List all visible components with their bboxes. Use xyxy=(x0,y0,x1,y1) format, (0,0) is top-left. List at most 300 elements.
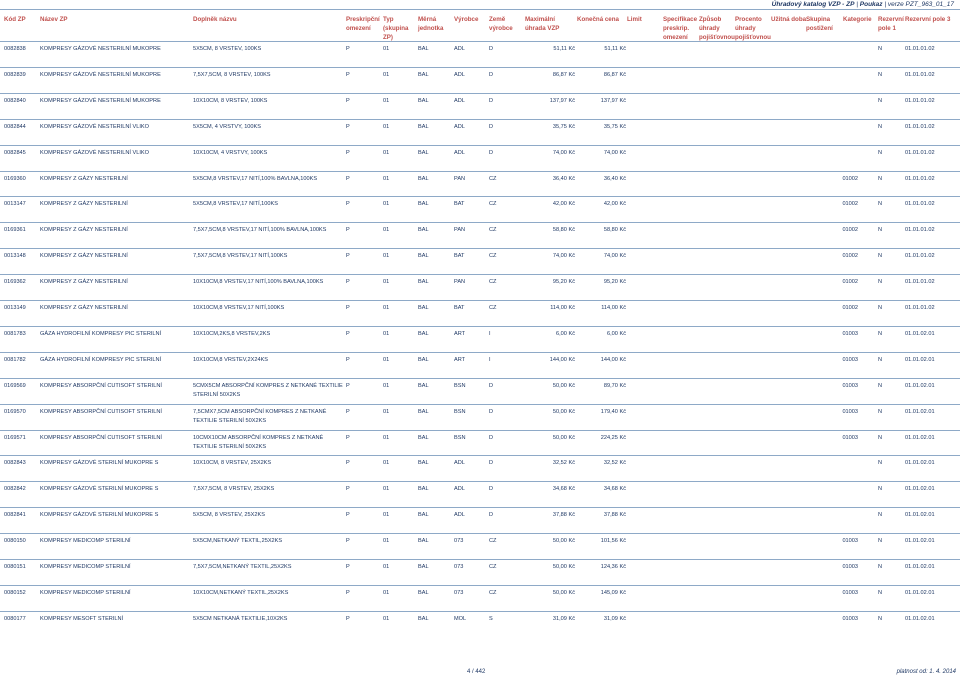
cell-rez3: 01.01.02.01 xyxy=(905,434,935,441)
cell-kod: 0169361 xyxy=(4,227,26,234)
cell-rez1: N xyxy=(878,305,883,311)
cell-rez1: N xyxy=(878,71,883,78)
column-header-skupina: Skupina postižení xyxy=(806,16,833,32)
cell-doplnek: 10X10CM,NETKANÝ TEXTIL,25X2KS xyxy=(193,589,289,596)
cell-presc: P xyxy=(346,408,350,415)
cell-vyrobce: ADL xyxy=(454,71,465,78)
cell-rez1: N xyxy=(878,538,883,545)
cell-rez3: 01.01.02.01 xyxy=(905,460,935,467)
cell-rez1: N xyxy=(878,227,883,234)
cell-nazev: KOMPRESY GÁZOVÉ NESTERILNÍ MUKOPRE xyxy=(40,97,161,104)
cell-presc: P xyxy=(346,227,350,234)
cell-cena: 35,75 Kč xyxy=(603,123,626,130)
table-row xyxy=(0,533,960,560)
cell-maxuhr: 36,40 Kč xyxy=(552,175,575,182)
cell-maxuhr: 86,87 Kč xyxy=(552,71,575,78)
cell-rez1: N xyxy=(878,46,883,52)
cell-rez3: 01.01.01.02 xyxy=(905,305,935,311)
cell-doplnek: 10X10CM, 8 VRSTEV, 25X2KS xyxy=(193,460,272,467)
cell-vyrobce: BAT xyxy=(454,201,465,208)
column-header-procento: Procento úhrady pojišťovnou xyxy=(735,16,771,41)
cell-nazev: KOMPRESY GÁZOVÉ NESTERILNÍ MUKOPRE xyxy=(40,71,161,78)
cell-rez3: 01.01.02.01 xyxy=(905,356,935,363)
cell-kod: 0013148 xyxy=(4,253,26,260)
cell-nazev: GÁZA HYDROFILNÍ KOMPRESY PIC STERILNÍ xyxy=(40,356,162,363)
column-header-spec: Specifikace preskrip. omezení xyxy=(663,16,698,41)
cell-cena: 89,70 Kč xyxy=(603,382,626,389)
cell-doplnek: 7,5CMX7,5CM ABSORPČNÍ KOMPRES Z NETKANÉ TEXTILIE STERILNÍ 50X2KS xyxy=(193,408,327,424)
table-row xyxy=(0,93,960,120)
cell-presc: P xyxy=(346,305,350,311)
cell-rez1: N xyxy=(878,615,883,622)
cell-presc: P xyxy=(346,615,350,622)
cell-zeme: CZ xyxy=(489,564,497,570)
cell-typ: 01 xyxy=(383,460,390,467)
cell-maxuhr: 50,00 Kč xyxy=(552,564,575,570)
cell-doplnek: 5X5CM, 8 VRSTEV, 100KS xyxy=(193,46,262,52)
cell-nazev: KOMPRESY ABSORPČNÍ CUTISOFT STERILNÍ xyxy=(40,382,162,389)
cell-zeme: CZ xyxy=(489,227,497,234)
cell-skupina: 01003 xyxy=(842,538,858,545)
column-header-uzitna: Užitná doba xyxy=(771,16,807,23)
cell-maxuhr: 50,00 Kč xyxy=(552,408,575,415)
cell-presc: P xyxy=(346,330,350,337)
table-row xyxy=(0,119,960,146)
cell-nazev: KOMPRESY Z GÁZY NESTERILNÍ xyxy=(40,175,128,182)
cell-presc: P xyxy=(346,538,350,545)
column-header-zeme: Země výrobce xyxy=(489,16,513,32)
cell-rez1: N xyxy=(878,97,883,104)
cell-typ: 01 xyxy=(383,253,390,260)
cell-vyrobce: ADL xyxy=(454,123,465,130)
table-row xyxy=(0,171,960,198)
table-row xyxy=(0,196,960,223)
cell-skupina: 01003 xyxy=(842,382,858,389)
cell-typ: 01 xyxy=(383,408,390,415)
cell-zeme: D xyxy=(489,382,494,389)
cell-zeme: D xyxy=(489,46,494,52)
cell-mj: BAL xyxy=(418,97,429,104)
cell-mj: BAL xyxy=(418,434,429,441)
cell-maxuhr: 95,20 Kč xyxy=(552,279,575,286)
cell-typ: 01 xyxy=(383,538,390,545)
cell-vyrobce: PAN xyxy=(454,227,466,234)
cell-presc: P xyxy=(346,149,350,156)
cell-skupina: 01002 xyxy=(842,253,858,260)
cell-nazev: KOMPRESY Z GÁZY NESTERILNÍ xyxy=(40,279,128,286)
cell-doplnek: 10X10CM, 8 VRSTEV, 100KS xyxy=(193,97,268,104)
cell-cena: 224,25 Kč xyxy=(600,434,626,441)
cell-zeme: D xyxy=(489,460,494,467)
table-row xyxy=(0,326,960,353)
cell-mj: BAL xyxy=(418,253,429,260)
cell-vyrobce: BAT xyxy=(454,305,465,311)
cell-rez1: N xyxy=(878,512,883,519)
cell-presc: P xyxy=(346,123,350,130)
cell-presc: P xyxy=(346,175,350,182)
cell-skupina: 01003 xyxy=(842,330,858,337)
cell-rez3: 01.01.02.01 xyxy=(905,615,935,622)
cell-rez1: N xyxy=(878,408,883,415)
cell-vyrobce: MOL xyxy=(454,615,467,622)
cell-typ: 01 xyxy=(383,149,390,156)
cell-mj: BAL xyxy=(418,201,429,208)
cell-maxuhr: 32,52 Kč xyxy=(552,460,575,467)
cell-doplnek: 7,5X7,5CM, 8 VRSTEV, 25X2KS xyxy=(193,486,275,493)
cell-zeme: CZ xyxy=(489,175,497,182)
cell-mj: BAL xyxy=(418,279,429,286)
column-header-presc: Preskripční omezení xyxy=(346,16,380,32)
cell-typ: 01 xyxy=(383,175,390,182)
cell-typ: 01 xyxy=(383,356,390,363)
table-row xyxy=(0,300,960,327)
column-header-zpusob: Způsob úhrady pojišťovnou xyxy=(699,16,735,41)
cell-vyrobce: BAT xyxy=(454,253,465,260)
column-header-rez1: Rezervní pole 1 xyxy=(878,16,904,32)
cell-skupina: 01002 xyxy=(842,279,858,286)
table-row xyxy=(0,378,960,405)
cell-mj: BAL xyxy=(418,330,429,337)
cell-maxuhr: 51,11 Kč xyxy=(553,46,575,52)
cell-vyrobce: BSN xyxy=(454,408,466,415)
cell-vyrobce: ART xyxy=(454,356,466,363)
cell-zeme: CZ xyxy=(489,538,497,545)
cell-kod: 0082841 xyxy=(4,512,26,519)
cell-zeme: D xyxy=(489,123,494,130)
cell-typ: 01 xyxy=(383,330,390,337)
cell-vyrobce: 073 xyxy=(454,589,464,596)
cell-maxuhr: 50,00 Kč xyxy=(552,434,575,441)
cell-typ: 01 xyxy=(383,123,390,130)
cell-zeme: CZ xyxy=(489,305,497,311)
cell-skupina: 01002 xyxy=(842,175,858,182)
column-header-limit: Limit xyxy=(627,16,642,23)
cell-skupina: 01002 xyxy=(842,201,858,208)
cell-nazev: KOMPRESY GÁZOVÉ NESTERILNÍ VLIKO xyxy=(40,149,150,156)
cell-rez3: 01.01.01.02 xyxy=(905,175,935,182)
table-row xyxy=(0,222,960,249)
cell-cena: 31,09 Kč xyxy=(603,615,626,622)
cell-rez3: 01.01.01.02 xyxy=(905,227,935,234)
cell-maxuhr: 42,00 Kč xyxy=(552,201,575,208)
cell-mj: BAL xyxy=(418,305,429,311)
cell-rez3: 01.01.02.01 xyxy=(905,486,935,493)
cell-cena: 34,68 Kč xyxy=(603,486,626,493)
cell-rez3: 01.01.02.01 xyxy=(905,512,935,519)
cell-nazev: KOMPRESY ABSORPČNÍ CUTISOFT STERILNÍ xyxy=(40,408,162,415)
cell-presc: P xyxy=(346,279,350,286)
cell-nazev: KOMPRESY Z GÁZY NESTERILNÍ xyxy=(40,305,128,311)
table-row xyxy=(0,611,960,638)
column-headers xyxy=(0,0,960,42)
cell-zeme: CZ xyxy=(489,201,497,208)
table-row xyxy=(0,585,960,612)
table-row xyxy=(0,352,960,379)
cell-rez3: 01.01.01.02 xyxy=(905,97,935,104)
table-row xyxy=(0,248,960,275)
cell-cena: 51,11 Kč xyxy=(604,46,626,52)
cell-rez3: 01.01.02.01 xyxy=(905,330,935,337)
table-row xyxy=(0,145,960,172)
column-header-kategorie: Kategorie xyxy=(843,16,872,23)
cell-nazev: KOMPRESY ABSORPČNÍ CUTISOFT STERILNÍ xyxy=(40,434,162,441)
cell-nazev: KOMPRESY MEDICOMP STERILNÍ xyxy=(40,538,131,545)
cell-kod: 0082838 xyxy=(4,46,26,52)
cell-kod: 0169571 xyxy=(4,434,26,441)
cell-nazev: GÁZA HYDROFILNÍ KOMPRESY PIC STERILNÍ xyxy=(40,330,162,337)
cell-rez3: 01.01.01.02 xyxy=(905,279,935,286)
cell-presc: P xyxy=(346,460,350,467)
cell-rez3: 01.01.01.02 xyxy=(905,71,935,78)
cell-typ: 01 xyxy=(383,564,390,570)
cell-mj: BAL xyxy=(418,382,429,389)
table-row xyxy=(0,274,960,301)
cell-maxuhr: 50,00 Kč xyxy=(552,382,575,389)
table-row xyxy=(0,430,960,457)
cell-vyrobce: ADL xyxy=(454,486,465,493)
cell-rez1: N xyxy=(878,486,883,493)
cell-zeme: S xyxy=(489,615,493,622)
cell-doplnek: 7,5X7,5CM,NETKANÝ TEXTIL,25X2KS xyxy=(193,564,292,570)
cell-typ: 01 xyxy=(383,201,390,208)
cell-typ: 01 xyxy=(383,434,390,441)
cell-skupina: 01003 xyxy=(842,615,858,622)
table-row xyxy=(0,67,960,94)
cell-maxuhr: 74,00 Kč xyxy=(552,253,575,260)
cell-typ: 01 xyxy=(383,615,390,622)
cell-mj: BAL xyxy=(418,564,429,570)
cell-vyrobce: 073 xyxy=(454,564,464,570)
valid-from-date: platnost od: 1. 4. 2014 xyxy=(896,669,956,675)
cell-mj: BAL xyxy=(418,408,429,415)
cell-maxuhr: 50,00 Kč xyxy=(552,538,575,545)
cell-doplnek: 5X5CM, 4 VRSTVY, 100KS xyxy=(193,123,261,130)
cell-doplnek: 5X5CM NETKANÁ TEXTILIE,10X2KS xyxy=(193,615,288,622)
cell-cena: 124,36 Kč xyxy=(600,564,626,570)
cell-cena: 74,00 Kč xyxy=(603,149,626,156)
cell-vyrobce: ADL xyxy=(454,149,465,156)
header-divider xyxy=(0,9,960,10)
cell-mj: BAL xyxy=(418,123,429,130)
cell-maxuhr: 6,00 Kč xyxy=(556,330,575,337)
cell-presc: P xyxy=(346,564,350,570)
cell-mj: BAL xyxy=(418,589,429,596)
cell-vyrobce: BSN xyxy=(454,382,466,389)
cell-kod: 0082840 xyxy=(4,97,26,104)
cell-zeme: CZ xyxy=(489,279,497,286)
cell-zeme: D xyxy=(489,434,494,441)
cell-rez3: 01.01.01.02 xyxy=(905,253,935,260)
cell-maxuhr: 114,00 Kč xyxy=(550,305,575,311)
cell-doplnek: 7,5X7,5CM,8 VRSTEV,17 NITÍ,100KS xyxy=(193,253,288,260)
cell-rez3: 01.01.02.01 xyxy=(905,408,935,415)
cell-nazev: KOMPRESY MEDICOMP STERILNÍ xyxy=(40,564,131,570)
column-header-vyrobce: Výrobce xyxy=(454,16,479,23)
cell-typ: 01 xyxy=(383,305,390,311)
column-header-nazev: Název ZP xyxy=(40,16,68,23)
cell-cena: 95,20 Kč xyxy=(603,279,626,286)
cell-mj: BAL xyxy=(418,486,429,493)
cell-doplnek: 10X10CM,8 VRSTEV,17 NITÍ,100KS xyxy=(193,305,285,311)
cell-rez3: 01.01.02.01 xyxy=(905,538,935,545)
cell-doplnek: 5X5CM,NETKANÝ TEXTIL,25X2KS xyxy=(193,538,283,545)
cell-doplnek: 5X5CM, 8 VRSTEV, 25X2KS xyxy=(193,512,265,519)
cell-kod: 0169362 xyxy=(4,279,26,286)
cell-cena: 101,56 Kč xyxy=(600,538,626,545)
table-row xyxy=(0,507,960,534)
cell-rez1: N xyxy=(878,175,883,182)
cell-nazev: KOMPRESY GÁZOVÉ STERILNÍ MUKOPRE S xyxy=(40,486,159,493)
cell-skupina: 01003 xyxy=(842,356,858,363)
cell-doplnek: 7,5X7,5CM,8 VRSTEV,17 NITÍ,100% BAVLNA,100KS xyxy=(193,227,327,234)
column-header-rez3: Rezervní pole 3 xyxy=(905,16,951,23)
cell-cena: 114,00 Kč xyxy=(601,305,626,311)
cell-doplnek: 5X5CM,8 VRSTEV,17 NITÍ,100% BAVLNA,100KS xyxy=(193,175,318,182)
cell-nazev: KOMPRESY MEDICOMP STERILNÍ xyxy=(40,589,131,596)
cell-kod: 0080177 xyxy=(4,615,26,622)
cell-cena: 137,97 Kč xyxy=(600,97,626,104)
cell-doplnek: 10CMX10CM ABSORPČNÍ KOMPRES Z NETKANÉ TEXTILIE STERILNÍ 50X2KS xyxy=(193,434,324,450)
cell-mj: BAL xyxy=(418,512,429,519)
column-header-doplnek: Doplněk názvu xyxy=(193,16,237,23)
cell-vyrobce: 073 xyxy=(454,538,464,545)
cell-skupina: 01003 xyxy=(842,564,858,570)
cell-cena: 179,40 Kč xyxy=(600,408,626,415)
cell-presc: P xyxy=(346,97,350,104)
cell-rez1: N xyxy=(878,356,883,363)
cell-presc: P xyxy=(346,71,350,78)
cell-typ: 01 xyxy=(383,382,390,389)
cell-cena: 36,40 Kč xyxy=(603,175,626,182)
cell-doplnek: 5X5CM,8 VRSTEV,17 NITÍ,100KS xyxy=(193,201,278,208)
column-header-typ: Typ (skupina ZP) xyxy=(383,16,409,41)
catalog-title: Úhradový katalog VZP - ZP xyxy=(771,1,855,8)
cell-rez1: N xyxy=(878,460,883,467)
cell-vyrobce: ADL xyxy=(454,46,465,52)
table-row xyxy=(0,41,960,68)
cell-typ: 01 xyxy=(383,279,390,286)
table-row xyxy=(0,559,960,586)
cell-kod: 0013147 xyxy=(4,201,26,208)
catalog-version: verze PZT_963_01_17 xyxy=(887,1,954,8)
cell-kod: 0169360 xyxy=(4,175,26,182)
cell-zeme: D xyxy=(489,97,494,104)
cell-kod: 0082843 xyxy=(4,460,26,467)
cell-cena: 145,09 Kč xyxy=(600,589,626,596)
cell-rez1: N xyxy=(878,564,883,570)
cell-maxuhr: 34,68 Kč xyxy=(552,486,575,493)
cell-nazev: KOMPRESY GÁZOVÉ NESTERILNÍ VLIKO xyxy=(40,123,150,130)
cell-doplnek: 10X10CM,8 VRSTEV,2X24KS xyxy=(193,356,269,363)
cell-maxuhr: 144,00 Kč xyxy=(549,356,575,363)
cell-maxuhr: 35,75 Kč xyxy=(552,123,575,130)
cell-kod: 0082845 xyxy=(4,149,26,156)
cell-mj: BAL xyxy=(418,46,429,52)
cell-vyrobce: ADL xyxy=(454,512,465,519)
cell-rez3: 01.01.02.01 xyxy=(905,382,935,389)
cell-kod: 0081782 xyxy=(4,356,26,363)
cell-cena: 32,52 Kč xyxy=(603,460,626,467)
column-header-kod: Kód ZP xyxy=(4,16,26,23)
cell-rez1: N xyxy=(878,123,883,130)
cell-kod: 0082842 xyxy=(4,486,26,493)
cell-skupina: 01002 xyxy=(842,305,858,311)
cell-doplnek: 5CMX5CM ABSORPČNÍ KOMPRES Z NETKANÉ TEXTILIE STERILNÍ 50X2KS xyxy=(193,382,343,398)
cell-vyrobce: BSN xyxy=(454,434,466,441)
cell-nazev: KOMPRESY MESOFT STERILNÍ xyxy=(40,615,124,622)
cell-presc: P xyxy=(346,512,350,519)
cell-rez3: 01.01.01.02 xyxy=(905,201,935,208)
cell-presc: P xyxy=(346,46,350,52)
table-row xyxy=(0,455,960,482)
cell-presc: P xyxy=(346,589,350,596)
cell-cena: 74,00 Kč xyxy=(603,253,626,260)
cell-presc: P xyxy=(346,486,350,493)
cell-maxuhr: 74,00 Kč xyxy=(552,149,575,156)
cell-cena: 86,87 Kč xyxy=(603,71,626,78)
cell-maxuhr: 58,80 Kč xyxy=(552,227,575,234)
column-header-maxuhr: Maximální úhrada VZP xyxy=(525,16,560,32)
cell-cena: 58,80 Kč xyxy=(603,227,626,234)
cell-doplnek: 10X10CM, 4 VRSTVY, 100KS xyxy=(193,149,268,156)
cell-nazev: KOMPRESY Z GÁZY NESTERILNÍ xyxy=(40,201,128,208)
cell-nazev: KOMPRESY Z GÁZY NESTERILNÍ xyxy=(40,227,128,234)
cell-typ: 01 xyxy=(383,97,390,104)
cell-kod: 0082844 xyxy=(4,123,26,130)
table-row xyxy=(0,481,960,508)
cell-vyrobce: PAN xyxy=(454,175,466,182)
cell-rez1: N xyxy=(878,589,883,596)
cell-kod: 0080152 xyxy=(4,589,26,596)
cell-kod: 0169569 xyxy=(4,382,26,389)
cell-mj: BAL xyxy=(418,227,429,234)
cell-typ: 01 xyxy=(383,71,390,78)
cell-maxuhr: 31,09 Kč xyxy=(552,615,575,622)
cell-zeme: D xyxy=(489,512,494,519)
cell-rez1: N xyxy=(878,201,883,208)
cell-vyrobce: ADL xyxy=(454,460,465,467)
cell-mj: BAL xyxy=(418,538,429,545)
cell-rez3: 01.01.01.02 xyxy=(905,46,935,52)
cell-kod: 0080150 xyxy=(4,538,26,545)
cell-typ: 01 xyxy=(383,486,390,493)
cell-rez3: 01.01.02.01 xyxy=(905,589,935,596)
cell-mj: BAL xyxy=(418,71,429,78)
cell-kod: 0082839 xyxy=(4,71,26,78)
column-header-mj: Měrná jednotka xyxy=(418,16,444,32)
cell-presc: P xyxy=(346,382,350,389)
cell-presc: P xyxy=(346,434,350,441)
table-row xyxy=(0,404,960,431)
cell-rez1: N xyxy=(878,149,883,156)
cell-maxuhr: 137,97 Kč xyxy=(549,97,575,104)
cell-mj: BAL xyxy=(418,175,429,182)
cell-rez3: 01.01.02.01 xyxy=(905,564,935,570)
cell-kod: 0080151 xyxy=(4,564,26,570)
catalog-header: Úhradový katalog VZP - ZP | Poukaz | verze PZT_963_01_17 xyxy=(771,1,954,8)
cell-nazev: KOMPRESY GÁZOVÉ STERILNÍ MUKOPRE S xyxy=(40,512,159,519)
cell-nazev: KOMPRESY Z GÁZY NESTERILNÍ xyxy=(40,253,128,260)
cell-skupina: 01002 xyxy=(842,227,858,234)
cell-rez1: N xyxy=(878,279,883,286)
cell-maxuhr: 50,00 Kč xyxy=(552,589,575,596)
cell-mj: BAL xyxy=(418,615,429,622)
cell-cena: 42,00 Kč xyxy=(603,201,626,208)
cell-zeme: D xyxy=(489,149,494,156)
cell-presc: P xyxy=(346,356,350,363)
cell-zeme: D xyxy=(489,71,494,78)
cell-zeme: I xyxy=(489,330,491,337)
